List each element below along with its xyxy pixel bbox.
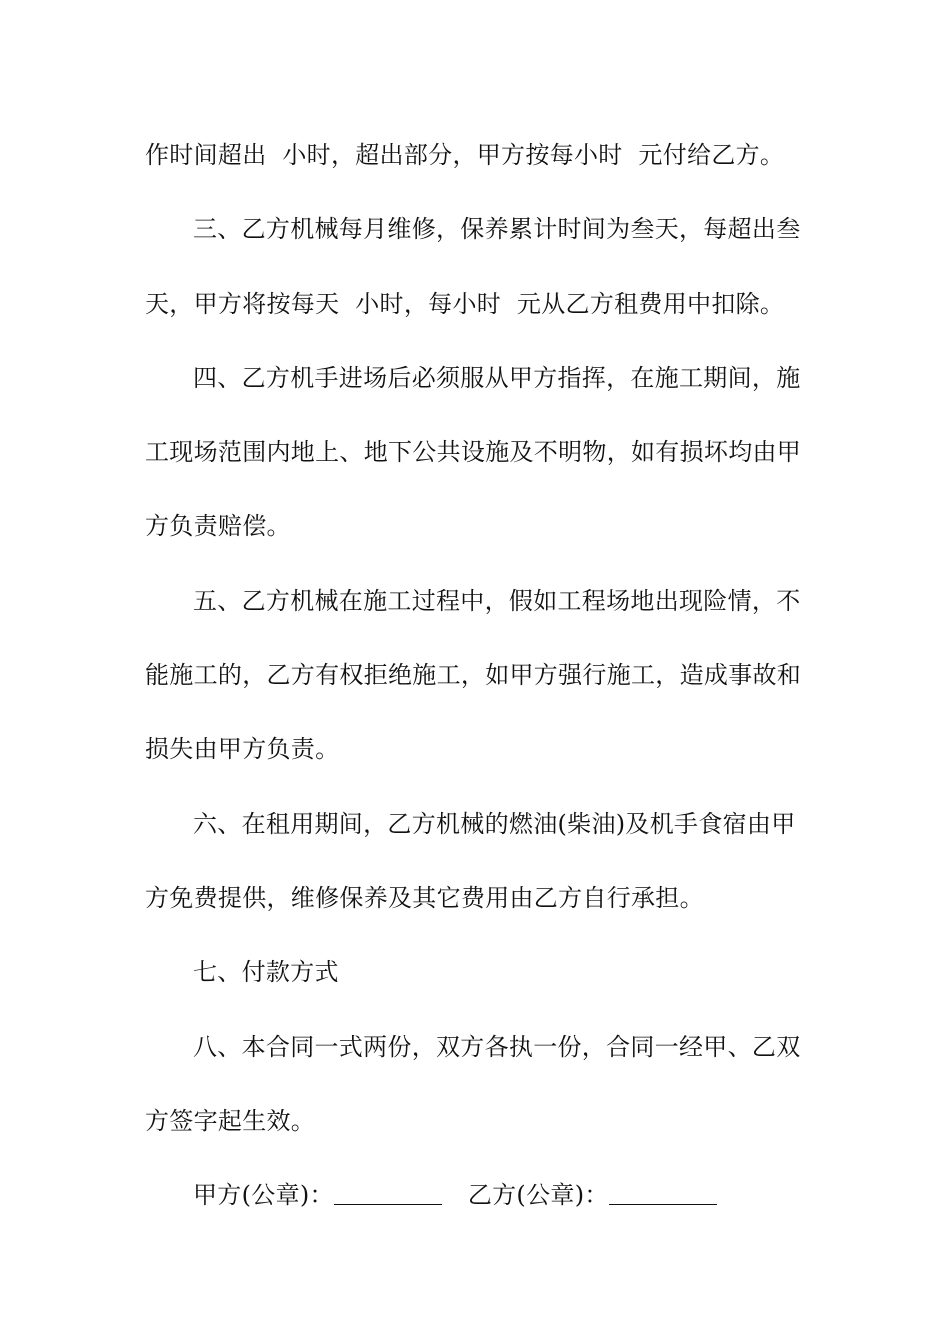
clause-four-line: 四、乙方机手进场后必须服从甲方指挥，在施工期间，施: [193, 363, 801, 392]
clause-line: 方免费提供，维修保养及其它费用由乙方自行承担。: [145, 883, 704, 912]
clause-line: 作时间超出 小时，超出部分，甲方按每小时 元付给乙方。: [145, 141, 785, 169]
clause-eight-line: 八、本合同一式两份，双方各执一份，合同一经甲、乙双: [193, 1032, 801, 1061]
party-b-signature-blank: [609, 1182, 717, 1205]
clause-line: 天，甲方将按每天 小时，每小时 元从乙方租费用中扣除。: [145, 289, 785, 318]
party-a-label: 甲方(公章)：: [193, 1181, 334, 1210]
clause-line: 方签字起生效。: [145, 1106, 316, 1135]
clause-five-line: 五、乙方机械在施工过程中，假如工程场地出现险情，不: [193, 586, 801, 615]
party-a-signature-blank: [334, 1182, 442, 1205]
contract-page: [145, 118, 805, 1232]
clause-six-line: 六、在租用期间，乙方机械的燃油(柴油)及机手食宿由甲: [193, 809, 796, 838]
clause-line: 损失由甲方负责。: [145, 735, 340, 764]
signature-row: [145, 1158, 805, 1232]
clause-seven-line: 七、付款方式: [193, 958, 339, 987]
party-b-label: 乙方(公章)：: [467, 1181, 609, 1210]
clause-line: 能施工的，乙方有权拒绝施工，如甲方强行施工，造成事故和: [145, 661, 802, 690]
clause-line: 工现场范围内地上、地下公共设施及不明物，如有损坏均由甲: [145, 438, 802, 467]
clause-line: 方负责赔偿。: [145, 512, 291, 541]
clause-three-line: 三、乙方机械每月维修，保养累计时间为叁天，每超出叁: [193, 215, 801, 244]
